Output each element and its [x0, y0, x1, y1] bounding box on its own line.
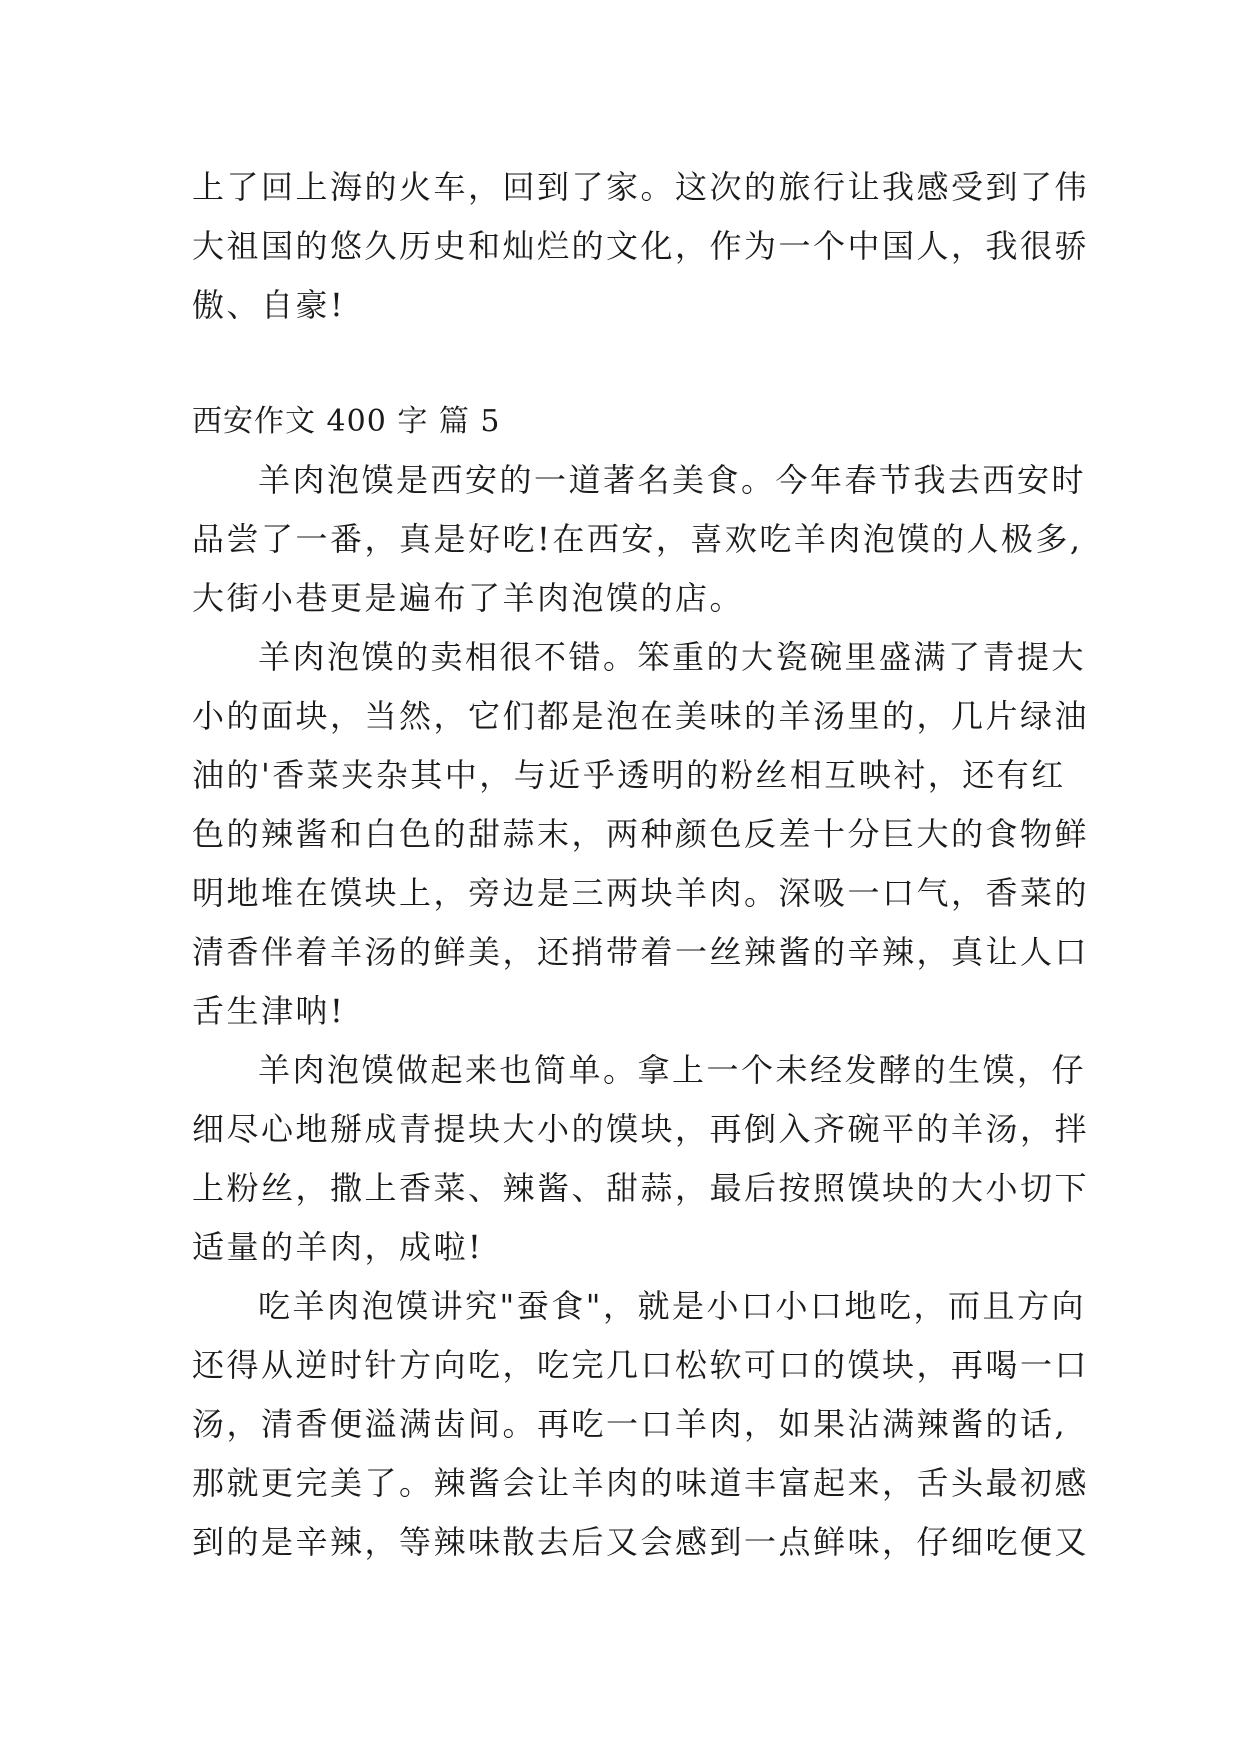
text-line: 小的面块，当然，它们都是泡在美味的羊汤里的，几片绿油 — [192, 697, 1090, 735]
section-heading: 西安作文 400 字 篇 5 — [192, 404, 501, 439]
text-line: 清香伴着羊汤的鲜美，还捎带着一丝辣酱的辛辣，真让人口 — [192, 933, 1090, 971]
paragraph — [192, 1277, 1090, 1572]
text-line: 吃羊肉泡馍讲究"蚕食"，就是小口小口地吃，而且方向 — [258, 1287, 1086, 1325]
text-line: 油的'香菜夹杂其中，与近乎透明的粉丝相互映衬，还有红 — [192, 756, 1066, 794]
text-line: 还得从逆时针方向吃，吃完几口松软可口的馍块，再喝一口 — [192, 1346, 1090, 1384]
paragraph — [192, 1041, 1090, 1277]
text-line: 那就更完美了。辣酱会让羊肉的味道丰富起来，舌头最初感 — [192, 1464, 1090, 1502]
text-line: 大街小巷更是遍布了羊肉泡馍的店。 — [192, 579, 745, 617]
text-line: 大祖国的悠久历史和灿烂的文化，作为一个中国人，我很骄 — [192, 227, 1090, 265]
text-line: 汤，清香便溢满齿间。再吃一口羊肉，如果沾满辣酱的话, — [192, 1405, 1068, 1443]
essay-section — [192, 392, 1090, 1572]
paragraph — [192, 628, 1090, 1041]
text-line: 适量的羊肉，成啦! — [192, 1228, 484, 1266]
text-line: 色的辣酱和白色的甜蒜末，两种颜色反差十分巨大的食物鲜 — [192, 815, 1090, 853]
text-line: 明地堆在馍块上，旁边是三两块羊肉。深吸一口气，香菜的 — [192, 874, 1090, 912]
text-line: 羊肉泡馍是西安的一道著名美食。今年春节我去西安时 — [258, 461, 1087, 499]
text-line: 上粉丝，撒上香菜、辣酱、甜蒜，最后按照馍块的大小切下 — [192, 1169, 1090, 1207]
text-line: 细尽心地掰成青提块大小的馍块，再倒入齐碗平的羊汤，拌 — [192, 1110, 1090, 1148]
text-line: 到的是辛辣，等辣味散去后又会感到一点鲜味，仔细吃便又 — [192, 1523, 1090, 1561]
text-line: 上了回上海的火车，回到了家。这次的旅行让我感受到了伟 — [192, 168, 1090, 206]
continued-paragraph — [192, 158, 1090, 335]
text-line: 品尝了一番，真是好吃!在西安，喜欢吃羊肉泡馍的人极多, — [192, 520, 1083, 558]
text-line: 傲、自豪! — [192, 286, 346, 324]
text-line: 舌生津呐! — [192, 992, 346, 1030]
paragraph — [192, 451, 1087, 628]
text-line: 羊肉泡馍的卖相很不错。笨重的大瓷碗里盛满了青提大 — [258, 638, 1087, 676]
text-line: 羊肉泡馍做起来也简单。拿上一个未经发酵的生馍，仔 — [258, 1051, 1087, 1089]
